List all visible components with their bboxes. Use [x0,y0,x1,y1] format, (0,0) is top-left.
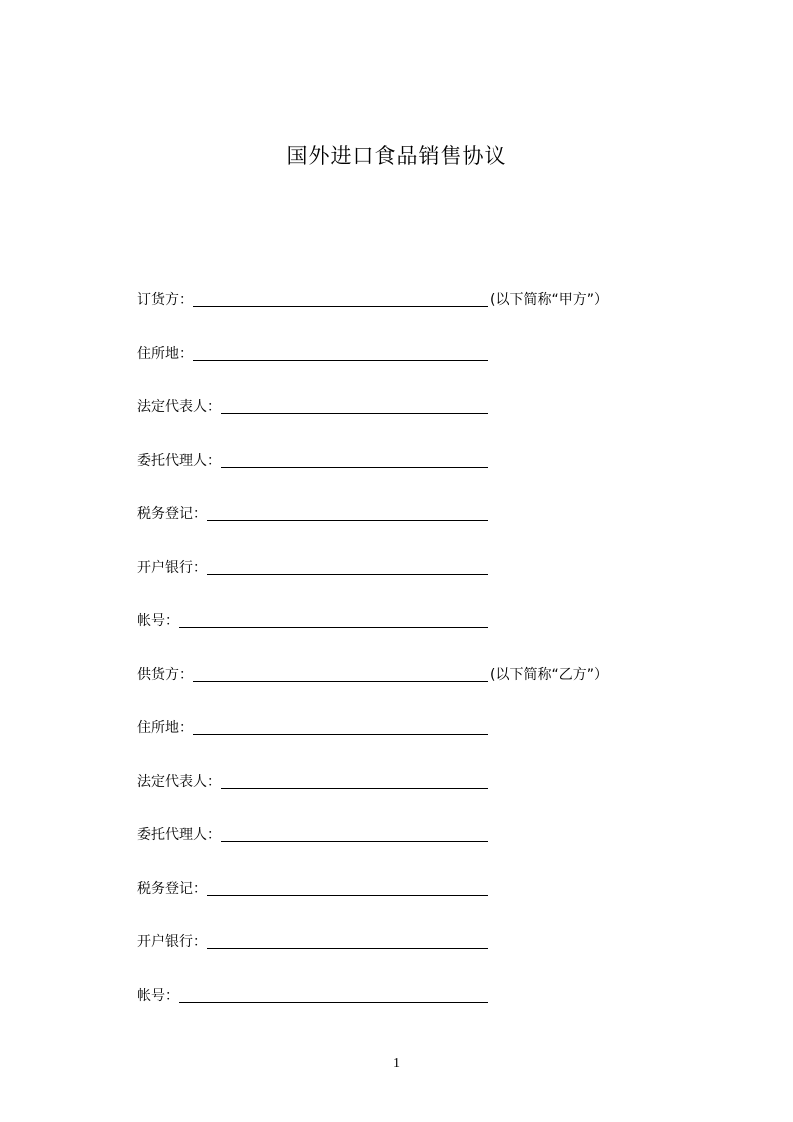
party-b-agent-label: 委托代理人： [137,827,221,843]
party-info-form [137,288,657,1037]
party-a-name-label: 订货方： [137,292,193,308]
party-a-bank-row [137,556,657,610]
party-b-address-label: 住所地： [137,720,193,736]
party-a-address-row [137,342,657,396]
party-b-name-label: 供货方： [137,666,193,683]
party-a-legal-rep-label: 法定代表人： [137,399,221,415]
party-a-bank-field[interactable] [207,556,488,575]
party-b-bank-row [137,930,657,984]
party-a-account-row [137,609,657,663]
party-b-agent-row [137,823,657,877]
party-b-legal-rep-field[interactable] [221,770,488,789]
party-b-legal-rep-row [137,770,657,824]
party-b-bank-label: 开户银行： [137,934,207,950]
party-a-agent-field[interactable] [221,449,488,468]
party-a-tax-field[interactable] [207,502,488,521]
party-a-legal-rep-row [137,395,657,449]
party-a-tax-label: 税务登记： [137,506,207,522]
party-b-bank-field[interactable] [207,930,488,949]
party-a-agent-row [137,449,657,503]
party-a-address-label: 住所地： [137,345,193,362]
party-a-agent-label: 委托代理人： [137,452,221,469]
party-b-account-label: 帐号： [137,987,179,1004]
party-b-tax-row [137,877,657,931]
party-b-agent-field[interactable] [221,823,488,842]
party-a-legal-rep-field[interactable] [221,395,488,414]
party-a-bank-label: 开户银行： [137,559,207,576]
party-b-account-field[interactable] [179,984,488,1003]
party-b-name-row [137,663,657,717]
party-b-alias-note: (以下简称“乙方”） [490,666,608,683]
party-a-account-field[interactable] [179,609,488,628]
document-title: 国外进口食品销售协议 [286,144,507,168]
party-a-address-field[interactable] [193,342,488,361]
party-a-alias-note: (以下简称“甲方”） [490,292,608,308]
party-a-name-row [137,288,657,342]
party-a-tax-row [137,502,657,556]
party-b-address-field[interactable] [193,716,488,735]
page-number: 1 [393,1056,400,1071]
party-b-tax-label: 税务登记： [137,880,207,897]
party-b-address-row [137,716,657,770]
party-b-name-field[interactable] [193,663,488,682]
party-b-tax-field[interactable] [207,877,488,896]
party-b-account-row [137,984,657,1038]
party-a-name-field[interactable] [193,288,488,307]
party-a-account-label: 帐号： [137,613,179,629]
party-b-legal-rep-label: 法定代表人： [137,773,221,790]
